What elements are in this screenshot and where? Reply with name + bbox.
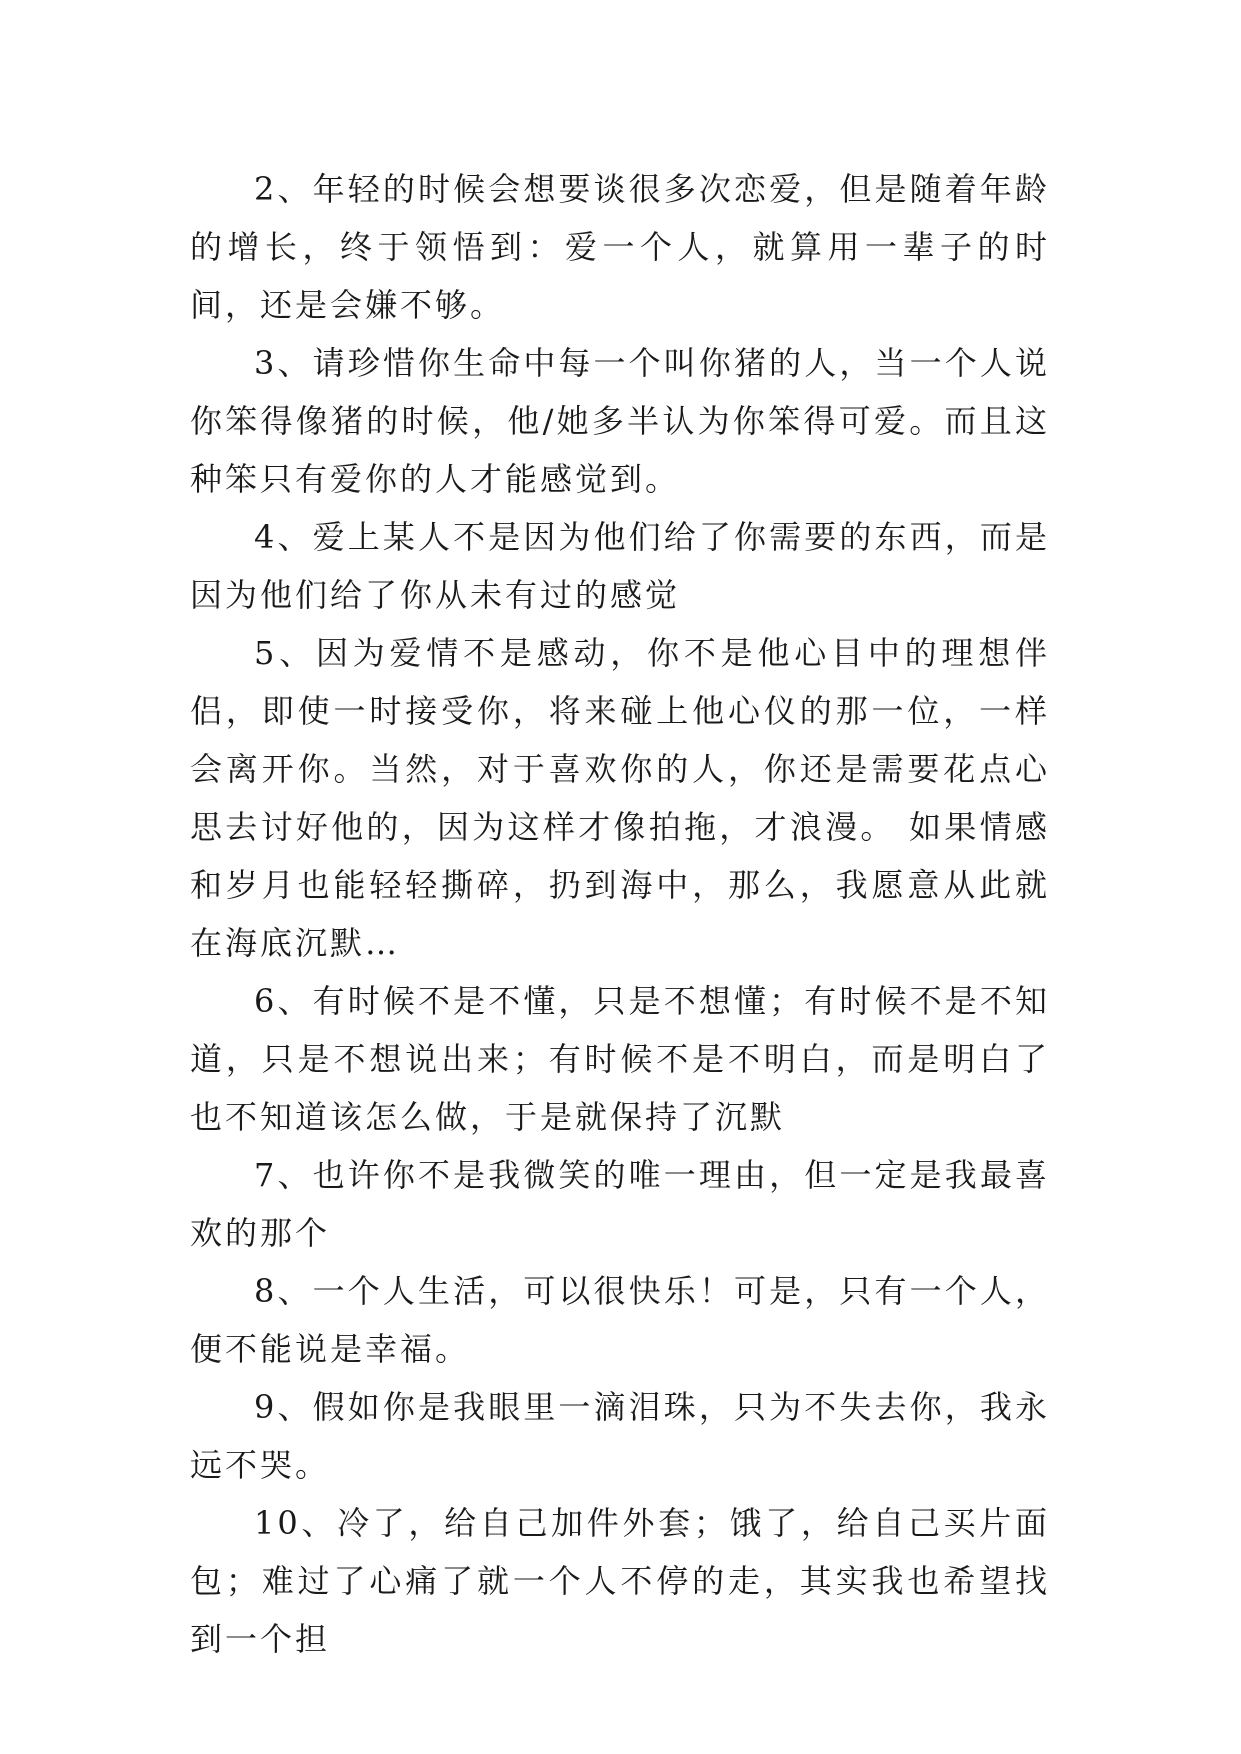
paragraph-10: 10、冷了，给自己加件外套；饿了，给自己买片面包；难过了心痛了就一个人不停的走，其实我也希望找到一个担 (190, 1504, 1050, 1658)
document-body (190, 160, 1050, 1668)
paragraph-5: 5、因为爱情不是感动，你不是他心目中的理想伴侣，即使一时接受你，将来碰上他心仪的那一位，一样会离开你。当然，对于喜欢你的人，你还是需要花点心思去讨好他的，因为这样才像拍拖，才浪漫。 如果情感和岁月也能轻轻撕碎，扔到海中，那么，我愿意从此就在海底沉默… (190, 634, 1050, 962)
paragraph-8: 8、一个人生活，可以很快乐！可是，只有一个人，便不能说是幸福。 (190, 1272, 1050, 1368)
paragraph-6: 6、有时候不是不懂，只是不想懂；有时候不是不知道，只是不想说出来；有时候不是不明白，而是明白了也不知道该怎么做，于是就保持了沉默 (190, 982, 1050, 1136)
paragraph-3: 3、请珍惜你生命中每一个叫你猪的人，当一个人说你笨得像猪的时候，他/她多半认为你笨得可爱。而且这种笨只有爱你的人才能感觉到。 (190, 344, 1050, 498)
paragraph-2: 2、年轻的时候会想要谈很多次恋爱，但是随着年龄的增长，终于领悟到：爱一个人，就算用一辈子的时间，还是会嫌不够。 (190, 170, 1050, 324)
paragraph-7: 7、也许你不是我微笑的唯一理由，但一定是我最喜欢的那个 (190, 1156, 1050, 1252)
paragraph-9: 9、假如你是我眼里一滴泪珠，只为不失去你，我永远不哭。 (190, 1388, 1050, 1484)
paragraph-4: 4、爱上某人不是因为他们给了你需要的东西，而是因为他们给了你从未有过的感觉 (190, 518, 1050, 614)
